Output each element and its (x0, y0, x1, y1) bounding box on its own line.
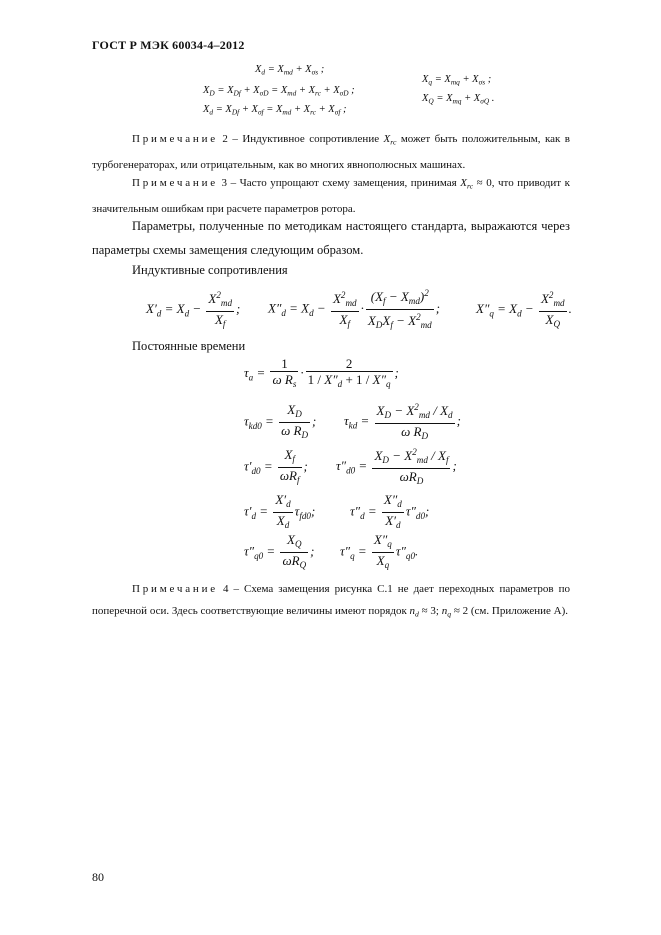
document-header: ГОСТ Р МЭК 60034-4–2012 (92, 38, 245, 52)
note-3: Примечание 3 – Часто упрощают схему замещения, принимая $X_{rc} \approx 0$, что приводит к значительным ошибкам при расчете параметров ротора. (92, 177, 570, 215)
heading-time-constants: Постоянные времени (132, 339, 246, 353)
note-4: Примечание 4 – Схема замещения рисунка С.1 не дает переходных параметров по поперечной оси. Здесь соответствующие величины имеют порядок $n_d \approx 3$; $n_q \approx 2$ (см. Приложение А). (92, 583, 570, 619)
formula-tau-kd: $\tau_{kd}$ = $\frac{X_D - X^2_{md} / X_d}{\omega R_D}$ ; (344, 402, 461, 442)
equation-xd-f: $X_d = X_{Df} + X_{\sigma f} = X_{md} + X_{rc} + X_{\sigma f}$ ; (203, 104, 347, 117)
note-2-label: Примечание (132, 133, 218, 145)
formula-tau-d-subtransient: $\tau''_d$ = $\frac{X''_d}{X'_d}$ $\tau''_{d0}$; (350, 492, 430, 531)
params-paragraph: Параметры, полученные по методикам настоящего стандарта, выражаются через параметры схемы замещения следующим образом. (92, 219, 570, 257)
formula-tau-d0-transient: $\tau'_{d0}$ = $X_f$ $\omega R_f$ ; (244, 447, 308, 486)
formula-tau-a: $\tau_a$ = $\frac{1}{\omega R_s}$ · $\frac{2}{1 / X''_d + 1 / X''_q}$ ; (244, 356, 399, 390)
equation-xQ: $X_Q = X_{mq} + X_{\sigma Q}$ . (422, 93, 495, 106)
formula-xq-subtransient: $X''_q = X_d$ − $\frac{X^2_{md}}{X_Q}$ . (476, 290, 572, 330)
formula-tau-d-transient: $\tau'_d$ = $\frac{X'_d}{X_d}$ $\tau_{fd0}$; (244, 492, 316, 531)
equation-xD: $X_D = X_{Df} + X_{\sigma D} = X_{md} + X_{rc} + X_{\sigma D}$ ; (203, 85, 355, 98)
formula-tau-q0-subtransient: $\tau''_{q0}$ = $X_Q$ $\omega R_Q$ ; (244, 532, 315, 571)
note-4-label: Примечание (132, 583, 218, 595)
note-3-label: Примечание (132, 177, 218, 189)
formula-xd-transient: $X'_d = X_d$ − $\frac{X^2_{md}}{X_f}$ ; (146, 290, 241, 330)
equation-xd: $X_d = X_{md} + X_{\sigma s}$ ; (255, 64, 325, 77)
formula-tau-q-subtransient: $\tau''_q$ = $\frac{X''_q}{X_q}$ $\tau''_{q0}$. (340, 532, 419, 571)
formula-xd-subtransient: $X''_d = X_d$ − $\frac{X^2_{md}}{X_f}$ · $(X_f - X_{md})^2$ $X_DX_f - X^2_{md}$ ; (268, 288, 441, 331)
equation-xq: $X_q = X_{mq} + X_{\sigma s}$ ; (422, 74, 492, 87)
page-number: 80 (92, 870, 104, 884)
heading-reactances: Индуктивные сопротивления (132, 263, 288, 277)
formula-tau-kd0: $\tau_{kd0}$ = $\frac{X_D}{\omega R_D}$ ; (244, 402, 317, 441)
note-2: Примечание 2 – Индуктивное сопротивление $X_{rc}$ может быть положительным, как в турбогенераторах, или отрицательным, как во многих явнополюсных машинах. (92, 133, 570, 171)
formula-tau-d0-subtransient: $\tau''_{d0}$ = $X_D - X^2_{md} / X_f$ $\omega R_D$ ; (336, 447, 457, 487)
